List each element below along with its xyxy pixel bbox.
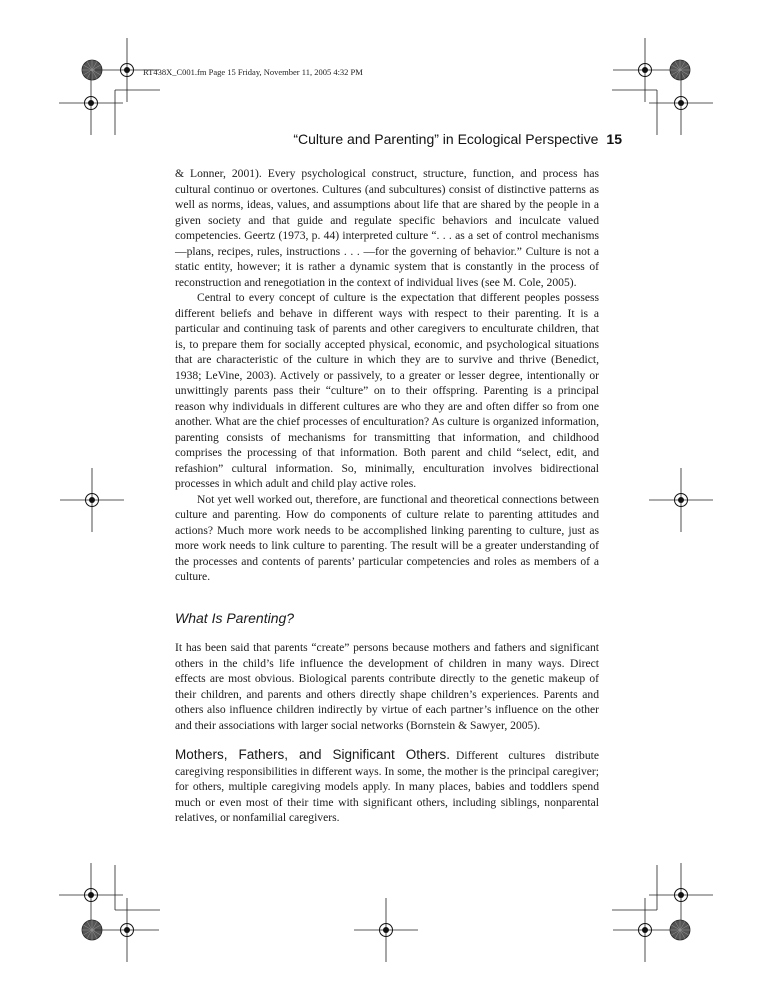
registration-dot (89, 497, 95, 503)
registration-dot (642, 927, 648, 933)
registration-dot (88, 100, 94, 106)
registration-dot (124, 927, 130, 933)
paragraph-3: Not yet well worked out, therefore, are functional and theoretical connections between culture and parenting. How do components of culture relate to parenting attitudes and actions? Much more work needs to be accomplished linking parenting to culture, just as more work needs to link culture to parenting. The result will be a greater understanding of the processes and contents of parents’ particular competencies and roles as members of a culture. (175, 492, 599, 583)
running-head-title: “Culture and Parenting” in Ecological Perspective (293, 131, 599, 147)
subsection-text: Different cultures distribute caregiving responsibilities in different ways. In some, the mother is the principal caregiver; for others, multiple caregiving models apply. In many places, babies and toddlers spend much or even most of their time with significant others, including siblings, nonparental relatives, or nonfamilial caregivers. (175, 749, 599, 824)
paragraph-1: & Lonner, 2001). Every psychological construct, structure, function, and process has cultural continuo or overtones. Cultures (and subcultures) consist of distinctive patterns as well as norms, ideas, values, and assumptions about life that are shared by the people in a given society and that guide and regulate specific behaviors and inculcate valued competencies. Geertz (1973, p. 44) interpreted culture “. . . as a set of control mechanisms—plans, recipes, rules, instructions . . . —for the governing of behavior.” Culture is not a static entity, however; it is rather a dynamic system that is constantly in the process of reconstruction and renegotiation in the context of individual lives (see M. Cole, 2005). (175, 167, 599, 289)
subsection-heading: Mothers, Fathers, and Significant Others. (175, 747, 450, 762)
subsection-paragraph (175, 747, 599, 826)
registration-dot (383, 927, 389, 933)
paragraph-2: Central to every concept of culture is the expectation that different peoples possess different beliefs and behave in different ways with respect to their parenting. It is a particular and continuing task of parents and other caregivers to enculturate children, that is, to prepare them for socially accepted physical, economic, and psychological situations that are characteristic of the culture in which they are to survive and thrive (Benedict, 1938; LeVine, 2003). Actively or passively, to a greater or lesser degree, intentionally or unwittingly parents pass their “culture” on to their offspring. Parenting is a principal reason why individuals in different cultures are who they are and often differ so from one another. What are the chief processes of enculturation? As culture is organized information, parenting consists of mechanisms for transmitting that information, and childhood comprises the processing of that information. Both parent and child “select, edit, and refashion” cultural information. So, minimally, enculturation involves bidirectional processes in which adult and child play active roles. (175, 291, 599, 490)
section-heading: What Is Parenting? (175, 609, 295, 626)
registration-dot (678, 892, 684, 898)
section-paragraph: It has been said that parents “create” persons because mothers and fathers and significant others in the child’s life influence the development of children in many ways. Direct effects are most obvious. Biological parents contribute directly to the genetic makeup of their children, and parents and others directly shape children’s experiences. Parents and others also influence children indirectly by virtue of each partner’s influence on the other and their associations with larger social networks (Bornstein & Sawyer, 2005). (175, 641, 599, 732)
printer-slug-line: RT438X_C001.fm Page 15 Friday, November 11, 2005 4:32 PM (143, 67, 363, 77)
registration-dot (678, 497, 684, 503)
registration-dot (88, 892, 94, 898)
registration-dot (124, 67, 130, 73)
body-text (175, 166, 599, 826)
page-number: 15 (606, 131, 622, 147)
registration-dot (678, 100, 684, 106)
running-head (293, 131, 622, 147)
registration-dot (642, 67, 648, 73)
